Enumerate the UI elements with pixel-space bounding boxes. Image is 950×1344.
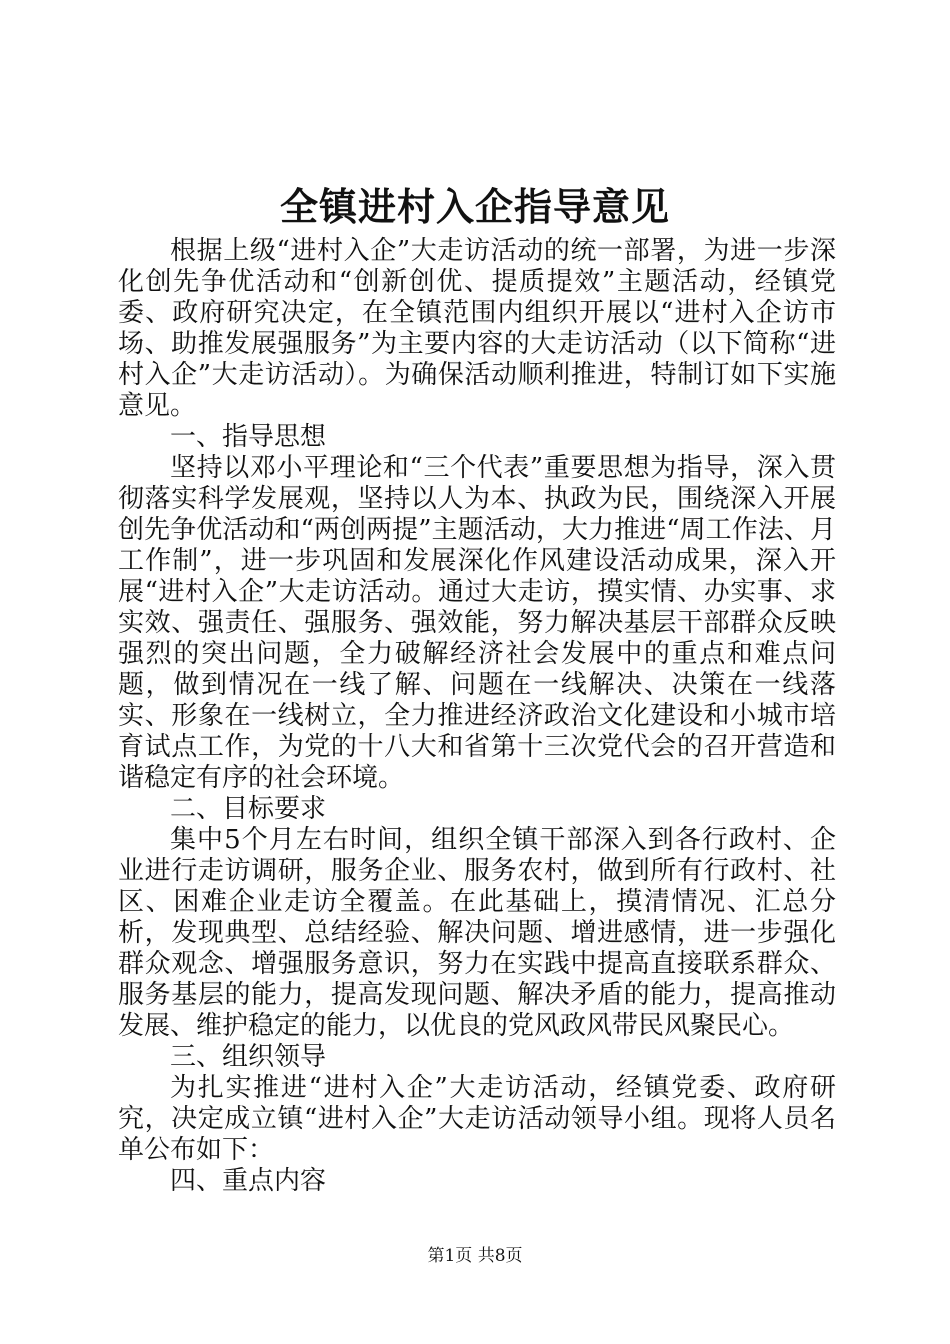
section-heading-goals: 二、目标要求 [170,794,327,824]
section-heading-guiding-ideology: 一、指导思想 [170,422,327,452]
section-paragraph-guiding-ideology: 坚持以邓小平理论和“三个代表”重要思想为指导，深入贯彻落实科学发展观，坚持以人为本、执政为民，围绕深入开展创先争优活动和“两创两提”主题活动，大力推进“周工作法、月工作制”，进一步巩固和发展深化作风建设活动成果，深入开展“进村入企”大走访活动。通过大走访，摸实情、办实事、求实效、强责任、强服务、强效能，努力解决基层干部群众反映强烈的突出问题，全力破解经济社会发展中的重点和难点问题，做到情况在一线了解、问题在一线解决、决策在一线落实、形象在一线树立，全力推进经济政治文化建设和小城市培育试点工作，为党的十八大和省第十三次党代会的召开营造和谐稳定有序的社会环境。 [118,453,836,793]
document-body [118,236,836,1197]
intro-paragraph: 根据上级“进村入企”大走访活动的统一部署，为进一步深化创先争优活动和“创新创优、提质提效”主题活动，经镇党委、政府研究决定，在全镇范围内组织开展以“进村入企访市场、助推发展强服务”为主要内容的大走访活动（以下简称“进村入企”大走访活动）。为确保活动顺利推进，特制订如下实施意见。 [118,236,836,421]
document-title: 全镇进村入企指导意见 [279,185,670,229]
section-paragraph-leadership: 为扎实推进“进村入企”大走访活动，经镇党委、政府研究，决定成立镇“进村入企”大走访活动领导小组。现将人员名单公布如下： [118,1073,836,1165]
section-heading-key-content: 四、重点内容 [170,1166,327,1196]
section-paragraph-goals: 集中5个月左右时间，组织全镇干部深入到各行政村、企业进行走访调研，服务企业、服务农村，做到所有行政村、社区、困难企业走访全覆盖。在此基础上，摸清情况、汇总分析，发现典型、总结经验、解决问题、增进感情，进一步强化群众观念、增强服务意识，努力在实践中提高直接联系群众、服务基层的能力，提高发现问题、解决矛盾的能力，提高推动发展、维护稳定的能力，以优良的党风政风带民风聚民心。 [118,825,836,1041]
section-heading-leadership: 三、组织领导 [170,1042,327,1072]
page-number-footer: 第1页 共8页 [427,1246,523,1266]
